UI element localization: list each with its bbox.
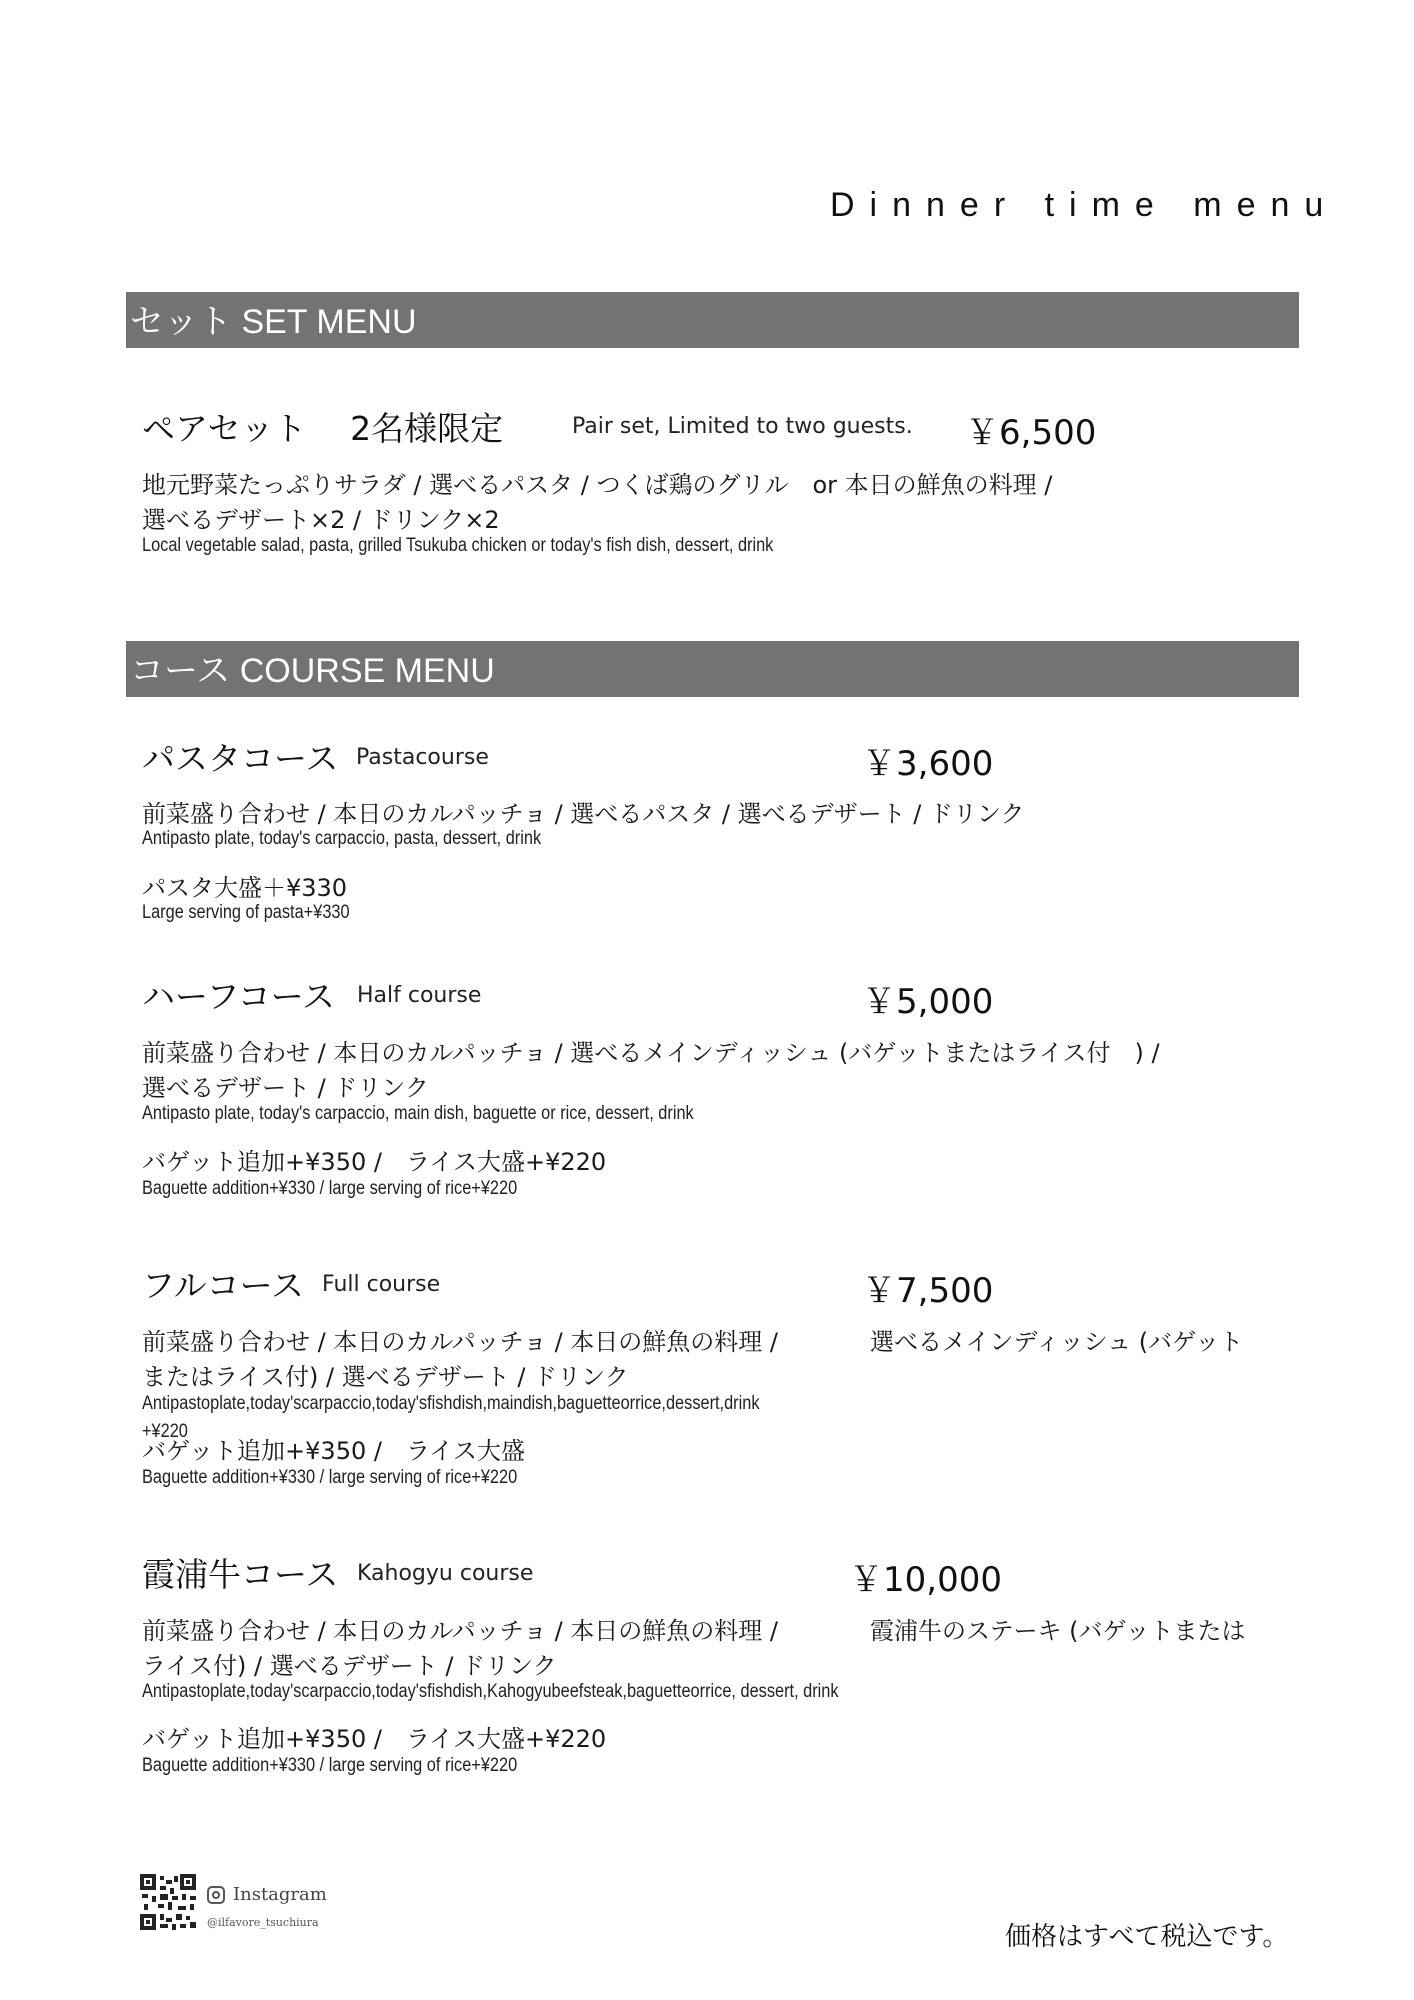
kahogyu-course-description-line1-cont: 霞浦牛のステーキ (バゲットまたは xyxy=(870,1617,1246,1645)
half-course-option: バゲット追加+¥350 / ライス大盛+¥220 xyxy=(142,1148,607,1176)
full-course-price: ￥7,500 xyxy=(862,1271,994,1311)
pair-set-description-line2: 選べるデザート×2 / ドリンク×2 xyxy=(142,506,500,534)
page-title: Dinner time menu xyxy=(830,186,1339,224)
qr-code-icon[interactable] xyxy=(140,1874,196,1930)
full-course-description-line1-cont: 選べるメインディッシュ (バゲット xyxy=(870,1328,1244,1356)
instagram-handle[interactable]: @ilfavore_tsuchiura xyxy=(207,1916,319,1929)
half-course-subtitle: Half course xyxy=(357,983,482,1008)
full-course-subtitle: Full course xyxy=(322,1272,441,1297)
pasta-course-english: Antipasto plate, today's carpaccio, pasta, dessert, drink xyxy=(142,828,542,849)
pair-set-name: ペアセット 2名様限定 xyxy=(142,409,504,448)
pasta-course-name: パスタコース xyxy=(142,739,339,778)
pasta-course-price: ￥3,600 xyxy=(862,744,994,784)
instagram-icon xyxy=(207,1886,225,1904)
half-course-name: ハーフコース xyxy=(142,977,336,1016)
full-course-description-line2: またはライス付) / 選べるデザート / ドリンク xyxy=(142,1363,629,1391)
half-course-english: Antipasto plate, today's carpaccio, main dish, baguette or rice, dessert, drink xyxy=(142,1103,694,1124)
half-course-description-line1: 前菜盛り合わせ / 本日のカルパッチョ / 選べるメインディッシュ (バゲットまたはライス付 ) / xyxy=(142,1039,1160,1067)
half-course-option-english: Baguette addition+¥330 / large serving of rice+¥220 xyxy=(142,1178,518,1199)
full-course-description-line1: 前菜盛り合わせ / 本日のカルパッチョ / 本日の鮮魚の料理 / xyxy=(142,1328,779,1356)
pasta-course-subtitle: Pastacourse xyxy=(356,745,489,770)
tax-note: 価格はすべて税込です。 xyxy=(1005,1922,1289,1952)
kahogyu-course-name: 霞浦牛コース xyxy=(142,1555,339,1594)
pair-set-subtitle: Pair set, Limited to two guests. xyxy=(572,414,913,439)
full-course-name: フルコース xyxy=(142,1266,305,1305)
set-menu-heading: セット SET MENU xyxy=(130,303,417,341)
half-course-description-line2: 選べるデザート / ドリンク xyxy=(142,1074,429,1102)
pair-set-description-line1: 地元野菜たっぷりサラダ / 選べるパスタ / つくば鶏のグリル or 本日の鮮魚の料理 / xyxy=(142,471,1053,499)
full-course-option: バゲット追加+¥350 / ライス大盛 xyxy=(142,1437,525,1465)
full-course-overlap-text: +¥220 xyxy=(142,1421,188,1442)
kahogyu-course-subtitle: Kahogyu course xyxy=(357,1561,534,1586)
pasta-course-description: 前菜盛り合わせ / 本日のカルパッチョ / 選べるパスタ / 選べるデザート / ドリンク xyxy=(142,800,1025,828)
full-course-option-english: Baguette addition+¥330 / large serving of rice+¥220 xyxy=(142,1467,518,1488)
course-menu-heading: コース COURSE MENU xyxy=(130,652,495,690)
kahogyu-course-english: Antipastoplate,today'scarpaccio,today'sfishdish,Kahogyubeefsteak,baguetteorrice, dessert, drink xyxy=(142,1681,839,1702)
instagram-label[interactable]: Instagram xyxy=(233,1884,327,1905)
pair-set-price: ￥6,500 xyxy=(965,413,1097,453)
kahogyu-course-option-english: Baguette addition+¥330 / large serving of rice+¥220 xyxy=(142,1755,518,1776)
kahogyu-course-description-line2: ライス付) / 選べるデザート / ドリンク xyxy=(142,1652,557,1680)
kahogyu-course-option: バゲット追加+¥350 / ライス大盛+¥220 xyxy=(142,1725,607,1753)
half-course-price: ￥5,000 xyxy=(862,982,994,1022)
pair-set-english: Local vegetable salad, pasta, grilled Tsukuba chicken or today's fish dish, dessert, drink xyxy=(142,535,774,556)
pasta-course-option: パスタ大盛＋¥330 xyxy=(142,874,348,902)
kahogyu-course-price: ￥10,000 xyxy=(849,1560,1002,1600)
kahogyu-course-description-line1: 前菜盛り合わせ / 本日のカルパッチョ / 本日の鮮魚の料理 / xyxy=(142,1617,779,1645)
pasta-course-option-english: Large serving of pasta+¥330 xyxy=(142,902,350,923)
full-course-english: Antipastoplate,today'scarpaccio,today'sfishdish,maindish,baguetteorrice,dessert,drink xyxy=(142,1393,760,1414)
